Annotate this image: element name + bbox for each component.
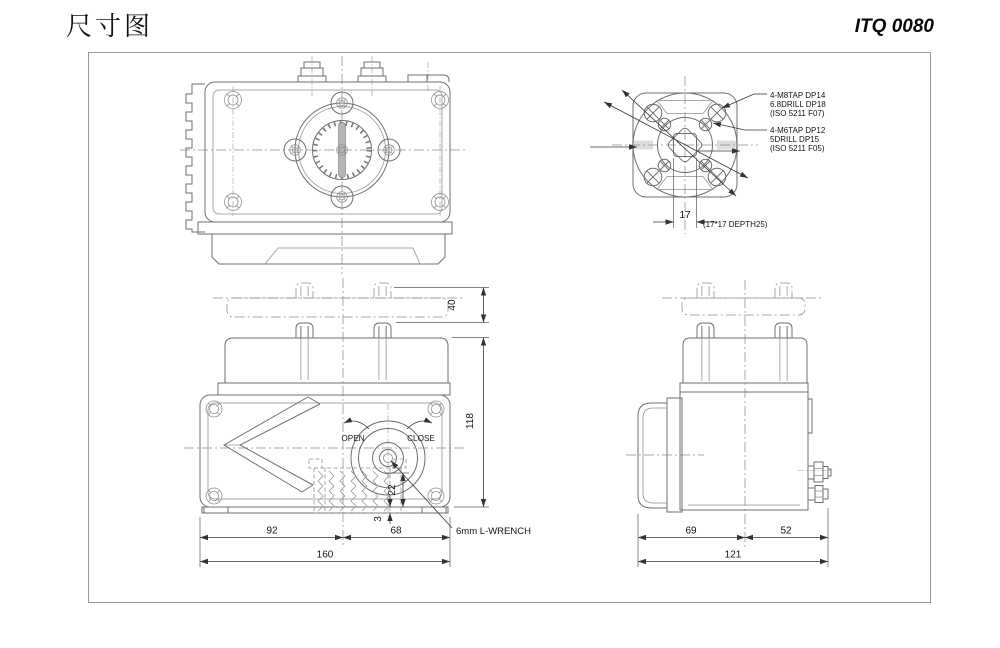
top-view <box>180 56 468 274</box>
cable-gland-side <box>808 462 831 482</box>
m8-hole <box>708 104 726 122</box>
m6-note-line1: 4-M6TAP DP12 <box>770 126 826 135</box>
m8-note-line1: 4-M8TAP DP14 <box>770 91 826 100</box>
dim-square-width: 17 <box>679 210 691 221</box>
connector-tab <box>408 75 449 82</box>
m6-note-line3: (ISO 5211 F05) <box>770 144 825 153</box>
model-number: ITQ 0080 <box>854 16 934 37</box>
dim-shaft-offset: 22 <box>387 484 398 496</box>
wrench-note: 6mm L-WRENCH <box>456 526 531 537</box>
screw-icon <box>206 488 222 504</box>
cover <box>225 338 448 383</box>
close-label: CLOSE <box>407 434 435 443</box>
dim-base-plate: 3 <box>373 516 384 522</box>
square-drive-note: (17*17 DEPTH25) <box>703 220 768 229</box>
cable-gland-side-2 <box>808 486 828 503</box>
close-direction-arrow <box>407 421 432 429</box>
dim-total-width: 160 <box>316 549 334 561</box>
dim-right-width: 68 <box>390 525 402 537</box>
m6-hole <box>699 159 711 171</box>
m6-hole <box>699 118 711 130</box>
dim-total-depth: 121 <box>724 549 742 561</box>
dim-front-depth: 69 <box>685 525 697 537</box>
m8-note-line3: (ISO 5211 F07) <box>770 109 825 118</box>
open-label: OPEN <box>341 434 365 443</box>
chevron-rib <box>224 397 320 492</box>
dim-body-height: 118 <box>465 413 476 429</box>
dim-left-width: 92 <box>266 525 278 537</box>
side-view <box>626 280 833 567</box>
dim-rear-depth: 52 <box>780 525 792 537</box>
page-title: 尺寸图 <box>66 12 154 42</box>
m6-hole <box>658 159 670 171</box>
m8-note-line2: 6.8DRILL DP18 <box>770 100 826 109</box>
flange-view <box>590 76 826 234</box>
m8-hole <box>644 168 662 186</box>
dim-cover-lift: 40 <box>447 299 458 311</box>
front-view <box>184 278 531 567</box>
m6-hole <box>658 118 670 130</box>
housing-body <box>680 392 808 510</box>
m8-hole <box>708 168 726 186</box>
open-direction-arrow <box>344 421 369 429</box>
m6-note-line2: 5DRILL DP15 <box>770 135 820 144</box>
phantom-cover <box>682 298 805 315</box>
screw-icon <box>428 488 444 504</box>
phantom-cover <box>227 298 448 317</box>
